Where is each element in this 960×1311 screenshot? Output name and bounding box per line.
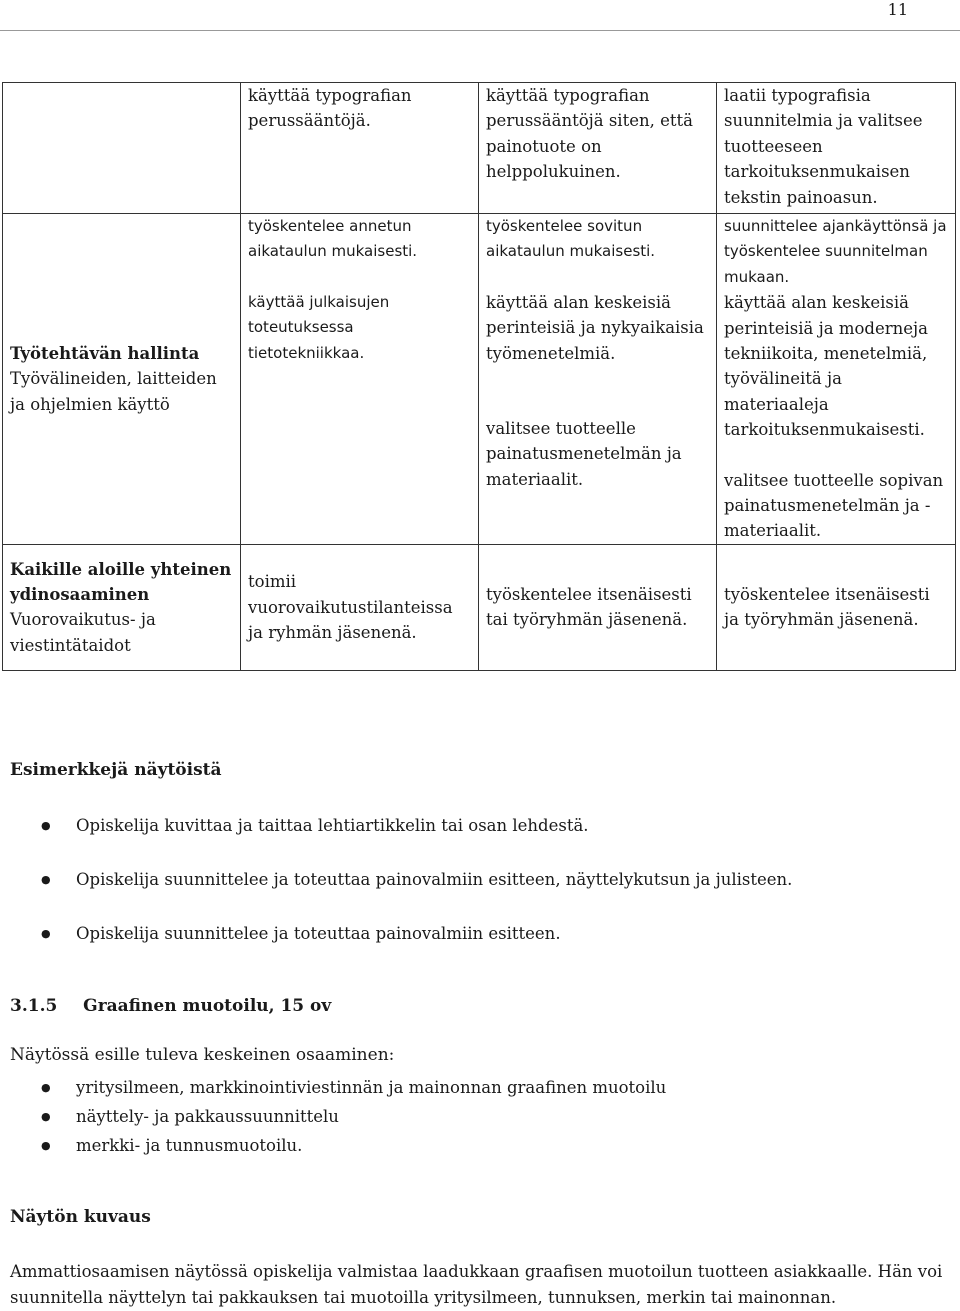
section-number: 3.1.5 xyxy=(10,996,58,1016)
list-item: ● Opiskelija suunnittelee ja toteuttaa painovalmiin esitteen, näyttelykutsun ja julisteen. xyxy=(10,867,792,893)
row-heading-title: Kaikille aloille yhteinen ydinosaaminen xyxy=(10,559,232,604)
section-title-text: Graafinen muotoilu, 15 ov xyxy=(83,996,332,1016)
row-heading-title: Työtehtävän hallinta xyxy=(10,343,200,363)
table-cell: laatii typografisia suunnitelmia ja valitsee tuotteeseen tarkoituksenmukaisen tekstin painoasun. xyxy=(717,83,956,214)
list-item: ● merkki- ja tunnusmuotoilu. xyxy=(10,1131,666,1160)
section-intro: Näytössä esille tuleva keskeinen osaaminen: xyxy=(10,1045,395,1065)
table-cell: suunnittelee ajankäyttönsä ja työskentelee suunnitelman mukaan. käyttää alan keskeisiä perinteisiä ja moderneja tekniikoita, menetelmiä, työvälineitä ja materiaaleja tarkoituksenmukaisesti. valitsee tuotteelle sopivan painatusmenetelmän ja -materiaalit. xyxy=(717,214,956,545)
description-text: Ammattiosaamisen näytössä opiskelija valmistaa laadukkaan graafisen muotoilun tuotteen asiakkaalle. Hän voi suunnitella näyttelyn tai pakkauksen tai muotoilla yritysilmeen, tunnuksen, merkin tai mainonnan. xyxy=(10,1262,943,1307)
list-item: ● Opiskelija suunnittelee ja toteuttaa painovalmiin esitteen. xyxy=(10,921,792,947)
table-cell: työskentelee itsenäisesti ja työryhmän jäsenenä. xyxy=(717,544,956,670)
table-row xyxy=(3,83,956,214)
table-cell: käyttää typografian perussääntöjä siten, että painotuote on helppolukuinen. xyxy=(479,83,717,214)
table-row xyxy=(3,214,956,545)
skills-list xyxy=(10,1073,666,1160)
page-number: 11 xyxy=(887,0,908,19)
section-title xyxy=(10,996,331,1016)
table-cell: työskentelee annetun aikataulun mukaisesti. käyttää julkaisujen toteutuksessa tietotekniikkaa. xyxy=(241,214,479,545)
description-heading: Näytön kuvaus xyxy=(10,1207,151,1227)
header-divider xyxy=(0,30,960,31)
table-cell-empty xyxy=(3,83,241,214)
list-item: ● näyttely- ja pakkaussuunnittelu xyxy=(10,1102,666,1131)
list-item: ● yritysilmeen, markkinointiviestinnän ja mainonnan graafinen muotoilu xyxy=(10,1073,666,1102)
row-heading xyxy=(3,544,241,670)
row-heading-subtitle: Vuorovaikutus- ja viestintätaidot xyxy=(10,610,156,655)
examples-list xyxy=(10,813,792,975)
examples-heading: Esimerkkejä näytöistä xyxy=(10,760,222,780)
table-cell: käyttää typografian perussääntöjä. xyxy=(241,83,479,214)
table-cell: toimii vuorovaikutustilanteissa ja ryhmän jäsenenä. xyxy=(241,544,479,670)
table-row xyxy=(3,544,956,670)
table-cell: työskentelee sovitun aikataulun mukaisesti. käyttää alan keskeisiä perinteisiä ja nykyaikaisia työmenetelmiä. valitsee tuotteelle painatusmenetelmän ja materiaalit. xyxy=(479,214,717,545)
row-heading xyxy=(3,214,241,545)
list-item: ● Opiskelija kuvittaa ja taittaa lehtiartikkelin tai osan lehdestä. xyxy=(10,813,792,839)
table-cell: työskentelee itsenäisesti tai työryhmän jäsenenä. xyxy=(479,544,717,670)
row-heading-subtitle: Työvälineiden, laitteiden ja ohjelmien käyttö xyxy=(10,369,217,414)
criteria-table xyxy=(2,82,956,671)
